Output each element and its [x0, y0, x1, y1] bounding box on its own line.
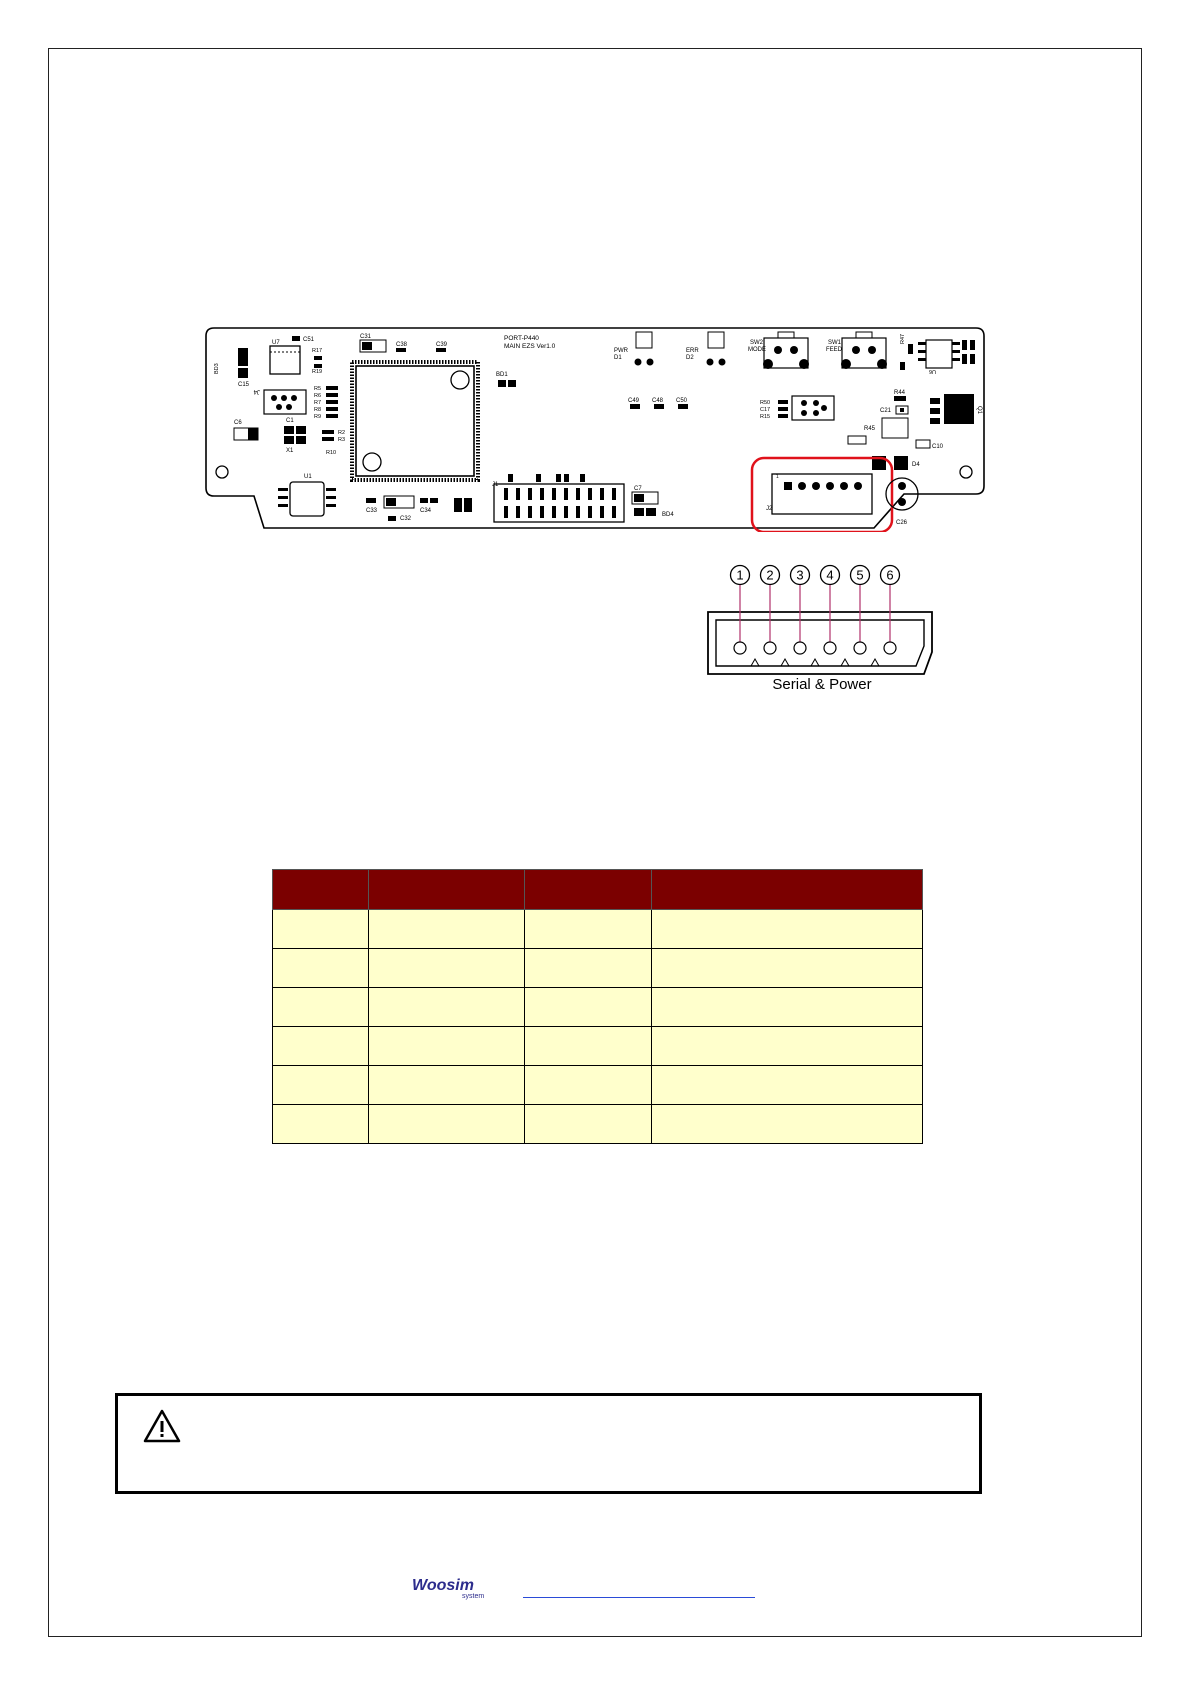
connector-pin-hole [824, 642, 836, 654]
table-cell [652, 949, 923, 988]
label-d4: D4 [912, 462, 920, 468]
table-cell [652, 1105, 923, 1144]
label-d2: D2 [686, 355, 694, 361]
label-r6: R6 [314, 393, 322, 399]
label-bd3: BD3 [214, 363, 220, 374]
table-header-cell [652, 870, 923, 910]
pin-number-label: 5 [856, 567, 864, 583]
table-row [273, 988, 923, 1027]
label-mode: MODE [748, 347, 766, 353]
label-c34: C34 [420, 508, 432, 514]
table-cell [525, 1027, 652, 1066]
table-cell [273, 949, 369, 988]
label-j1: J1 [492, 482, 499, 488]
label-c51: C51 [303, 337, 315, 343]
label-r3: R3 [338, 437, 346, 443]
label-c32: C32 [400, 516, 412, 522]
board-text-line-1: PORT-P440 [504, 335, 539, 342]
connector-pin-hole [764, 642, 776, 654]
table-cell [652, 988, 923, 1027]
table-cell [369, 1027, 525, 1066]
table-cell [369, 1066, 525, 1105]
table-cell [369, 1105, 525, 1144]
label-bd1: BD1 [496, 372, 508, 378]
label-q1: Q1 [976, 406, 982, 415]
table-cell [652, 910, 923, 949]
table-row [273, 1027, 923, 1066]
pin-number-label: 3 [796, 567, 804, 583]
table-cell [369, 988, 525, 1027]
table-row [273, 1066, 923, 1105]
logo-subtext: system [462, 1593, 485, 1600]
label-c33: C33 [366, 508, 378, 514]
label-c7: C7 [634, 486, 642, 492]
label-r50: R50 [760, 400, 771, 406]
connector-caption: Serial & Power [772, 676, 872, 693]
label-r45: R45 [864, 426, 876, 432]
label-r19: R19 [312, 369, 323, 375]
table-cell [525, 910, 652, 949]
label-r5: R5 [314, 386, 322, 392]
label-pin1: 1 [776, 474, 779, 480]
label-bd4: BD4 [662, 512, 674, 518]
label-u6: U6 [928, 368, 936, 374]
label-u1: U1 [304, 474, 312, 480]
table-cell [525, 1066, 652, 1105]
table-header-cell [273, 870, 369, 910]
label-x1: X1 [286, 448, 294, 454]
table-cell [525, 988, 652, 1027]
label-c26: C26 [896, 520, 908, 526]
connector-pin-hole [734, 642, 746, 654]
pin-number-label: 6 [886, 567, 894, 583]
label-r10: R10 [326, 450, 337, 456]
table-header-cell [525, 870, 652, 910]
label-c49: C49 [628, 398, 640, 404]
label-r15: R15 [760, 414, 771, 420]
pcb-board-diagram [204, 326, 986, 532]
label-c21: C21 [880, 408, 892, 414]
label-c1: C1 [286, 418, 294, 424]
connector-pin-hole [854, 642, 866, 654]
connector-pin-hole [884, 642, 896, 654]
label-c17: C17 [760, 407, 771, 413]
table-cell [273, 910, 369, 949]
table-cell [369, 910, 525, 949]
pin-table [272, 869, 923, 1144]
label-c6: C6 [234, 420, 242, 426]
table-cell [652, 1027, 923, 1066]
label-r44: R44 [894, 390, 906, 396]
table-cell [273, 1027, 369, 1066]
label-j4: J4 [253, 388, 260, 394]
table-row [273, 910, 923, 949]
footer-link[interactable] [523, 1583, 755, 1598]
label-u7: U7 [272, 340, 280, 346]
logo-text: Woosim [412, 1577, 474, 1594]
label-r9: R9 [314, 414, 322, 420]
caution-box [115, 1393, 982, 1494]
label-r7: R7 [314, 400, 322, 406]
board-text-line-2: MAIN EZS Ver1.0 [504, 343, 556, 350]
label-c38: C38 [396, 342, 408, 348]
table-cell [525, 949, 652, 988]
table-row [273, 1105, 923, 1144]
warning-triangle-icon [142, 1408, 182, 1444]
woosim-logo [410, 1574, 506, 1600]
label-c15: C15 [238, 382, 250, 388]
label-c48: C48 [652, 398, 664, 404]
table-cell [369, 949, 525, 988]
label-r8: R8 [314, 407, 322, 413]
label-c31: C31 [360, 334, 372, 340]
table-cell [273, 1066, 369, 1105]
label-r47: R47 [900, 333, 906, 344]
table-header-cell [369, 870, 525, 910]
label-r2: R2 [338, 430, 346, 436]
label-c10: C10 [932, 444, 944, 450]
label-j2: J2 [766, 506, 773, 512]
label-sw1: SW1 [828, 340, 842, 346]
pin-number-label: 2 [766, 567, 774, 583]
label-d1: D1 [614, 355, 622, 361]
label-err: ERR [686, 348, 699, 354]
table-cell [273, 988, 369, 1027]
label-c39: C39 [436, 342, 448, 348]
connector-pin-hole [794, 642, 806, 654]
table-row [273, 949, 923, 988]
pin-number-label: 1 [736, 567, 744, 583]
table-cell [652, 1066, 923, 1105]
label-feed: FEED [826, 347, 843, 353]
table-header-row [273, 870, 923, 910]
label-r17: R17 [312, 348, 323, 354]
pin-number-label: 4 [826, 567, 834, 583]
label-c50: C50 [676, 398, 688, 404]
table-cell [525, 1105, 652, 1144]
label-sw2: SW2 [750, 340, 764, 346]
table-cell [273, 1105, 369, 1144]
label-pwr: PWR [614, 348, 628, 354]
